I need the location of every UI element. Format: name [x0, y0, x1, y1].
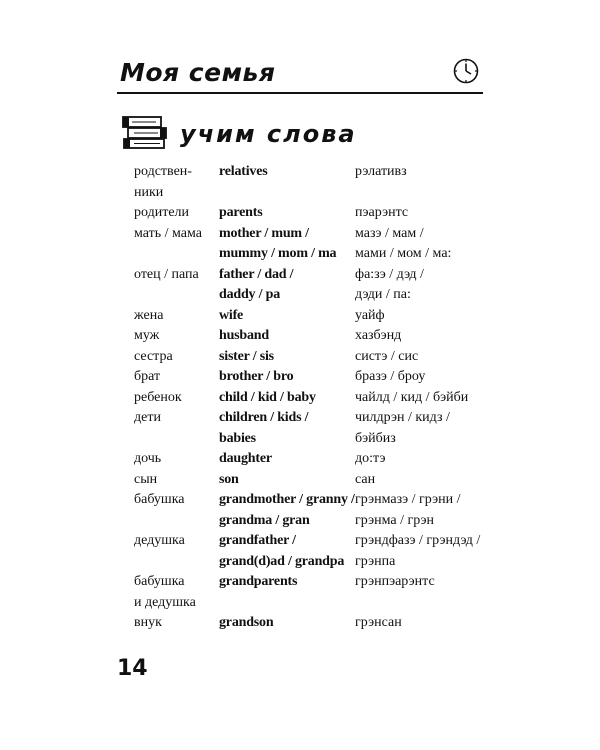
vocab-row: [0, 408, 600, 449]
vocab-english: brother / bro: [219, 369, 294, 384]
books-stack-icon: [120, 114, 170, 150]
vocab-english: children / kids / babies: [219, 410, 309, 446]
vocab-english: grandson: [219, 615, 274, 630]
vocab-row: [0, 347, 600, 368]
vocab-row: [0, 531, 600, 572]
page-number: 14: [117, 656, 148, 681]
vocab-transcription: рэлативз: [355, 164, 407, 179]
vocab-transcription: сан: [355, 471, 376, 487]
vocab-row: [0, 306, 600, 327]
vocab-row: [0, 490, 600, 531]
vocab-transcription: фа:зэ / дэд / дэди / па:: [355, 266, 424, 302]
vocab-russian: бабушка и дедушка: [134, 574, 196, 610]
vocab-transcription: грэнсан: [355, 615, 402, 630]
vocab-english: relatives: [219, 164, 268, 179]
vocab-english: daughter: [219, 451, 272, 466]
vocab-russian: сестра: [134, 348, 173, 364]
vocab-row: [0, 265, 600, 306]
vocab-transcription: систэ / сис: [355, 348, 419, 364]
vocab-russian: муж: [134, 328, 160, 343]
vocab-row: [0, 470, 600, 491]
vocab-transcription: до:тэ: [355, 451, 386, 466]
vocab-row: [0, 449, 600, 470]
vocab-english: child / kid / baby: [219, 389, 316, 405]
vocab-english: grandparents: [219, 574, 298, 589]
vocab-transcription: бразэ / броу: [355, 369, 426, 384]
vocab-transcription: грэнпэарэнтс: [355, 574, 435, 589]
vocab-row: [0, 572, 600, 613]
vocab-russian: жена: [134, 307, 164, 323]
vocab-transcription: пэарэнтс: [355, 205, 409, 220]
vocab-transcription: мазэ / мам / мами / мом / ма:: [355, 225, 452, 261]
vocab-english: sister / sis: [219, 348, 274, 364]
vocab-russian: родители: [134, 205, 190, 220]
vocab-english: son: [219, 471, 239, 487]
vocab-russian: бабушка: [134, 492, 185, 507]
vocab-russian: родствен- ники: [134, 164, 192, 200]
vocab-row: [0, 367, 600, 388]
vocab-russian: сын: [134, 471, 158, 487]
vocab-english: husband: [219, 328, 269, 343]
vocab-russian: дедушка: [134, 533, 185, 548]
vocab-row: [0, 203, 600, 224]
vocab-english: wife: [219, 307, 244, 323]
header-title: Моя семья: [120, 58, 276, 87]
vocab-row: [0, 162, 600, 203]
vocab-russian: дочь: [134, 451, 162, 466]
vocab-transcription: чайлд / кид / бэйби: [355, 389, 469, 405]
vocab-row: [0, 613, 600, 634]
vocab-english: grandfather / grand(d)ad / grandpa: [219, 533, 345, 569]
vocab-transcription: грэндфазэ / грэндэд / грэнпа: [355, 533, 481, 569]
vocab-transcription: грэнмазэ / грэни / грэнма / грэн: [355, 492, 461, 528]
vocab-english: parents: [219, 205, 263, 220]
clock-icon: [453, 58, 479, 84]
vocab-russian: отец / папа: [134, 266, 199, 282]
vocab-row: [0, 388, 600, 409]
vocab-row: [0, 224, 600, 265]
vocab-russian: мать / мама: [134, 225, 202, 241]
vocab-russian: брат: [134, 369, 161, 384]
header-rule: [117, 92, 483, 94]
vocab-row: [0, 326, 600, 347]
vocab-transcription: хазбэнд: [355, 328, 402, 343]
vocab-transcription: чилдрэн / кидз / бэйбиз: [355, 410, 450, 446]
vocab-english: father / dad / daddy / pa: [219, 266, 294, 302]
vocab-russian: внук: [134, 615, 162, 630]
vocab-transcription: уайф: [355, 307, 385, 323]
vocab-russian: ребенок: [134, 389, 182, 405]
vocab-english: mother / mum / mummy / mom / ma: [219, 225, 337, 261]
section-title: учим слова: [180, 120, 357, 148]
vocab-russian: дети: [134, 410, 161, 425]
vocab-english: grandmother / granny / grandma / gran: [219, 492, 355, 528]
